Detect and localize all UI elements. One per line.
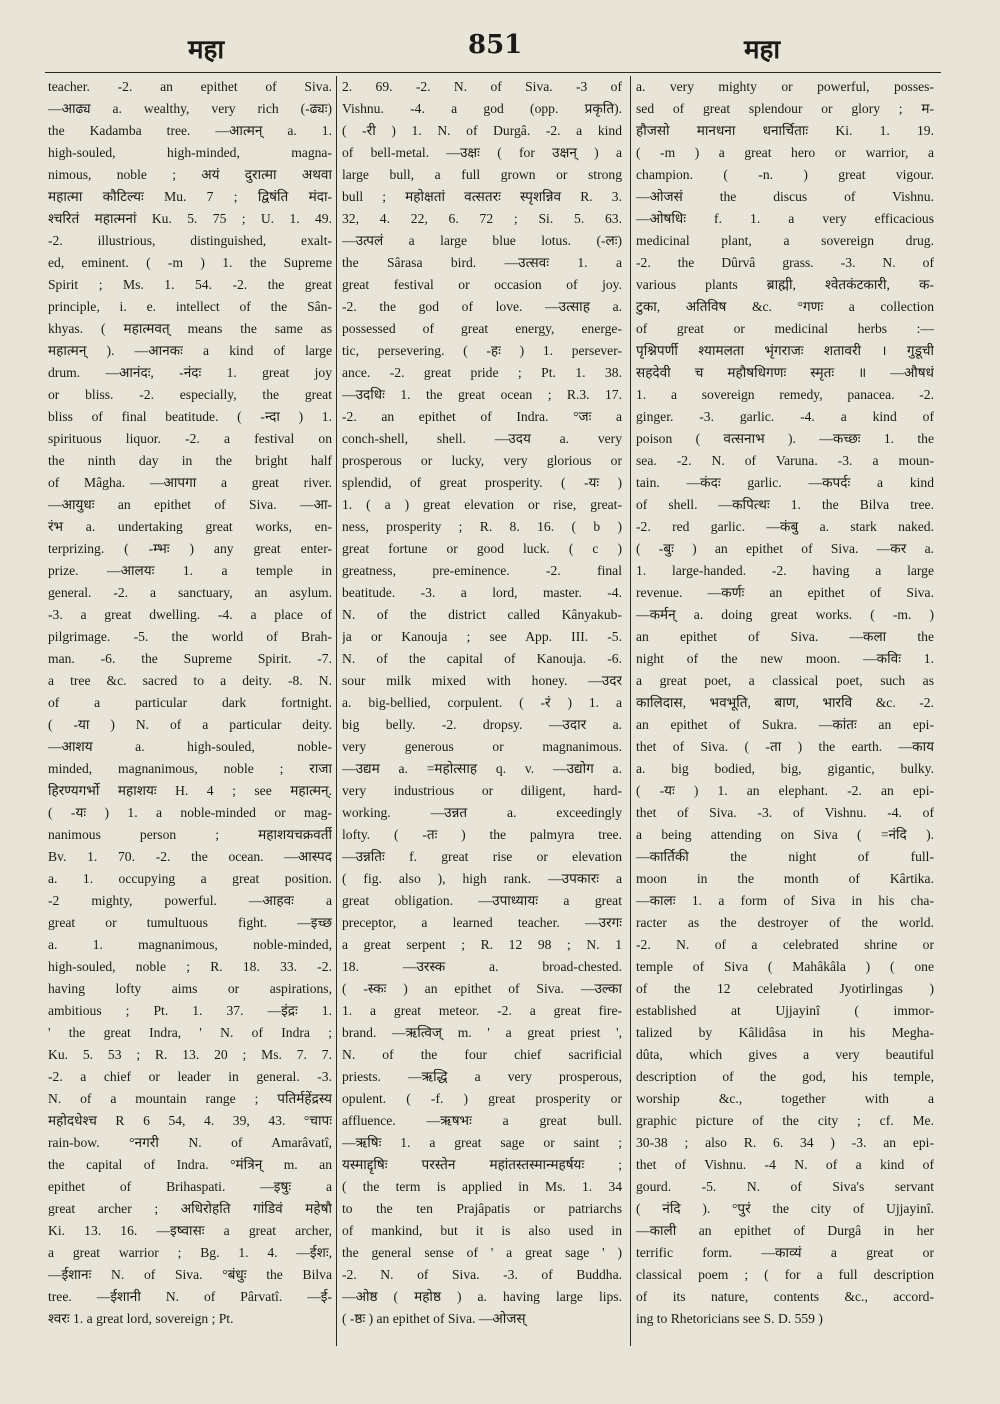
text-line: man. -6. the Supreme Spirit. -7. [48, 651, 332, 666]
text-line: opulent. ( -f. ) great prosperity or [342, 1091, 622, 1106]
text-line: —उद्यम a. =महोत्साह q. v. —उद्योग a. [342, 761, 622, 776]
text-line: night of the new moon. —कविः 1. [636, 651, 934, 666]
text-line: —काली an epithet of Durgâ in her [636, 1223, 934, 1238]
text-line: 18. —उरस्क a. broad-chested. [342, 959, 622, 974]
text-line: ( नंदि ). °पुरं the city of Ujjayinî. [636, 1201, 934, 1216]
text-line: great fortune or good luck. ( c ) [342, 541, 622, 556]
text-line: Vishnu. -4. a god (opp. प्रकृति). [342, 101, 622, 116]
text-column-3 [636, 76, 934, 1346]
text-line: prosperous or lucky, very glorious or [342, 453, 622, 468]
text-line: dûta, which gives a very beautiful [636, 1047, 934, 1062]
text-line: great obligation. —उपाध्यायः a great [342, 893, 622, 908]
text-line: nanimous person ; महाशयचक्रवर्ती [48, 827, 332, 842]
text-line: -3. a great dwelling. -4. a place of [48, 607, 332, 622]
text-line: working. —उन्नत a. exceedingly [342, 805, 622, 820]
text-line: कालिदास, भवभूति, बाण, भारवि &c. -2. [636, 695, 934, 710]
text-line: —आशय a. high-souled, noble- [48, 739, 332, 754]
text-line: ( -ष्ठः ) an epithet of Siva. —ओजस् [342, 1311, 526, 1326]
text-line: of shell. —कपित्थः 1. the Bilva tree. [636, 497, 934, 512]
text-line: bliss of final beatitude. ( -न्दा ) 1. [48, 409, 332, 424]
text-line: sea. -2. N. of Varuna. -3. a moun- [636, 453, 934, 468]
text-line: टुका, अतिविष &c. °गणः a collection [636, 299, 934, 314]
text-line: —आयुधः an epithet of Siva. —आ- [48, 497, 332, 512]
text-line: —आढ्य a. wealthy, very rich (-ढ्यः) [48, 101, 332, 116]
text-line: —ओषधिः f. 1. a very efficacious [636, 211, 934, 226]
text-line: affluence. —ऋषभः a great bull. [342, 1113, 622, 1128]
text-line: —उन्नतिः f. great rise or elevation [342, 849, 622, 864]
page-number: 851 [468, 30, 523, 60]
text-line: the capital of Indra. °मंत्रिन् m. an [48, 1157, 332, 1172]
text-line: big belly. -2. dropsy. —उदार a. [342, 717, 622, 732]
text-line: of Mâgha. —आपगा a great river. [48, 475, 332, 490]
text-line: temple of Siva ( Mahâkâla ) ( one [636, 959, 934, 974]
text-line: सहदेवी च महौषधिगणः स्मृतः ॥ —औषधं [636, 365, 934, 380]
text-line: 1. large-handed. -2. having a large [636, 563, 934, 578]
text-line: splendid, of great prosperity. ( -यः ) [342, 475, 622, 490]
text-column-2 [342, 76, 622, 1346]
text-line: a great serpent ; R. 12 98 ; N. 1 [342, 937, 622, 952]
text-line: a great warrior ; Bg. 1. 4. —ईशः, [48, 1245, 332, 1260]
text-line: —ऋषिः 1. a great sage or saint ; [342, 1135, 622, 1150]
text-line: to the ten Prajâpatis or patriarchs [342, 1201, 622, 1216]
text-line: ' the great Indra, ' N. of Indra ; [48, 1025, 332, 1040]
text-line: rain-bow. °नगरी N. of Amarâvatî, [48, 1135, 332, 1150]
text-line: of mankind, but it is also used in [342, 1223, 622, 1238]
text-line: thet of Vishnu. -4 N. of a kind of [636, 1157, 934, 1172]
text-line: 32, 4. 22, 6. 72 ; Si. 5. 63. [342, 211, 622, 226]
text-line: ( -या ) N. of a particular deity. [48, 717, 332, 732]
text-line: महोदधेश्च R 6 54, 4. 39, 43. °चापः [48, 1113, 332, 1128]
text-line: terrific form. —काव्यं a great or [636, 1245, 934, 1260]
text-line: N. of the capital of Kanouja. -6. [342, 651, 622, 666]
text-line: teacher. -2. an epithet of Siva. [48, 79, 332, 94]
text-line: an epithet of Sukra. —कांतः an epi- [636, 717, 934, 732]
text-line: moon in the month of Kârtika. [636, 871, 934, 886]
text-line: priests. —ऋद्धि a very prosperous, [342, 1069, 622, 1084]
text-line: ( -बुः ) an epithet of Siva. —कर a. [636, 541, 934, 556]
text-line: Ku. 5. 53 ; R. 13. 20 ; Ms. 7. 7. [48, 1047, 332, 1062]
column-divider [336, 76, 337, 1346]
text-line: brand. —ऋत्विज् m. ' a great priest ', [342, 1025, 622, 1040]
text-line: -2. N. of Siva. -3. of Buddha. [342, 1267, 622, 1282]
text-line: -2. red garlic. —कंबु a. stark naked. [636, 519, 934, 534]
text-line: —ईशानः N. of Siva. °बंधुः the Bilva [48, 1267, 332, 1282]
text-line: general. -2. a sanctuary, an asylum. [48, 585, 332, 600]
text-line: ginger. -3. garlic. -4. a kind of [636, 409, 934, 424]
text-line: of its nature, contents &c., accord- [636, 1289, 934, 1304]
text-line: ness, prosperity ; R. 8. 16. ( b ) [342, 519, 622, 534]
text-line: revenue. —कर्णः an epithet of Siva. [636, 585, 934, 600]
text-line: -2. the god of love. —उत्साह a. [342, 299, 622, 314]
text-line: 30-38 ; also R. 6. 34 ) -3. an epi- [636, 1135, 934, 1150]
text-line: N. of the four chief sacrificial [342, 1047, 622, 1062]
text-line: minded, magnanimous, noble ; राजा [48, 761, 332, 776]
text-line: lofty. ( -तः ) the palmyra tree. [342, 827, 622, 842]
text-line: champion. ( -n. ) great vigour. [636, 167, 934, 182]
text-line: epithet of Brihaspati. —इषुः a [48, 1179, 332, 1194]
text-line: very generous or magnanimous. [342, 739, 622, 754]
text-line: a. 1. occupying a great position. [48, 871, 332, 886]
text-line: Spirit ; Ms. 1. 54. -2. the great [48, 277, 332, 292]
text-line: prize. —आलयः 1. a temple in [48, 563, 332, 578]
text-line: ( -m ) a great hero or warrior, a [636, 145, 934, 160]
text-line: khyas. ( महात्मवत् means the same as [48, 321, 332, 336]
text-line: श्चरितं महात्मनां Ku. 5. 75 ; U. 1. 49. [48, 211, 332, 226]
text-line: poison ( वत्सनाभ ). —कच्छः 1. the [636, 431, 934, 446]
text-line: talized by Kâlidâsa in his Megha- [636, 1025, 934, 1040]
right-guide-word: महा [744, 35, 781, 65]
text-line: spirituous liquor. -2. a festival on [48, 431, 332, 446]
text-line: -2. the Dûrvâ grass. -3. N. of [636, 255, 934, 270]
text-line: -2. an epithet of Indra. °जः a [342, 409, 622, 424]
text-line: -2 mighty, powerful. —आहवः a [48, 893, 332, 908]
text-line: a being attending on Siva ( =नंदि ). [636, 827, 934, 842]
left-guide-word: महा [188, 35, 225, 65]
text-line: —कालः 1. a form of Siva in his cha- [636, 893, 934, 908]
text-line: ed, eminent. ( -m ) 1. the Supreme [48, 255, 332, 270]
text-line: महात्मा कौटिल्यः Mu. 7 ; द्विषंति मंदा- [48, 189, 332, 204]
text-line: tic, persevering. ( -हः ) 1. persever- [342, 343, 622, 358]
text-line: Bv. 1. 70. -2. the ocean. —आस्पद [48, 849, 332, 864]
text-line: ( -यः ) 1. an elephant. -2. an epi- [636, 783, 934, 798]
text-line: a. big-bellied, corpulent. ( -रं ) 1. a [342, 695, 622, 710]
text-line: of great or medicinal herbs :— [636, 321, 934, 336]
text-line: pilgrimage. -5. the world of Brah- [48, 629, 332, 644]
text-line: worship &c., together with a [636, 1091, 934, 1106]
text-line: tain. —कंदः garlic. —कपर्दः a kind [636, 475, 934, 490]
text-line: a. very mighty or powerful, posses- [636, 79, 934, 94]
text-line: the Kadamba tree. —आत्मन् a. 1. [48, 123, 332, 138]
text-line: ( fig. also ), high rank. —उपकारः a [342, 871, 622, 886]
text-line: tree. —ईशानी N. of Pârvatî. —ई- [48, 1289, 332, 1304]
text-line: 1. ( a ) great elevation or rise, great- [342, 497, 622, 512]
text-line: —उदधिः 1. the great ocean ; R.3. 17. [342, 387, 622, 402]
text-line: nimous, noble ; अयं दुरात्मा अथवा [48, 167, 332, 182]
text-line: N. of the district called Kânyakub- [342, 607, 622, 622]
text-line: —उत्पलं a large blue lotus. (-लः) [342, 233, 622, 248]
text-line: the general sense of ' a great sage ' ) [342, 1245, 622, 1260]
text-line: of bell-metal. —उक्षः ( for उक्षन् ) a [342, 145, 622, 160]
text-line: great or tumultuous fight. —इच्छ [48, 915, 332, 930]
text-line: -2. N. of a celebrated shrine or [636, 937, 934, 952]
text-column-1 [48, 76, 332, 1346]
text-line: महात्मन् ). —आनकः a kind of large [48, 343, 332, 358]
text-line: a tree &c. sacred to a deity. -8. N. [48, 673, 332, 688]
text-line: high-souled, high-minded, magna- [48, 145, 332, 160]
text-line: beatitude. -3. a lord, master. -4. [342, 585, 622, 600]
text-line: —कार्तिकी the night of full- [636, 849, 934, 864]
text-line: great festival or occasion of joy. [342, 277, 622, 292]
text-line: -2. a chief or leader in general. -3. [48, 1069, 332, 1084]
text-line: thet of Siva. -3. of Vishnu. -4. of [636, 805, 934, 820]
text-line: -2. illustrious, distinguished, exalt- [48, 233, 332, 248]
text-line: principle, i. e. intellect of the Sân- [48, 299, 332, 314]
text-line: racter as the destroyer of the world. [636, 915, 934, 930]
text-line: medicinal plant, a sovereign drug. [636, 233, 934, 248]
text-line: drum. —आनंदः, -नंदः 1. great joy [48, 365, 332, 380]
text-line: ( -यः ) 1. a noble-minded or mag- [48, 805, 332, 820]
text-line: ( -री ) 1. N. of Durgâ. -2. a kind [342, 123, 622, 138]
page-header [0, 30, 1000, 70]
text-line: terprizing. ( -म्भः ) any great enter- [48, 541, 332, 556]
text-line: very industrious or diligent, hard- [342, 783, 622, 798]
text-line: an epithet of Siva. —कला the [636, 629, 934, 644]
text-line: श्वरः 1. a great lord, sovereign ; Pt. [48, 1311, 234, 1326]
column-divider [630, 76, 631, 1346]
text-line: gourd. -5. N. of Siva's servant [636, 1179, 934, 1194]
text-line: पृश्निपर्णी श्यामलता भृंगराजः शतावरी । गुडूची [636, 343, 934, 358]
text-line: ( the term is applied in Ms. 1. 34 [342, 1179, 622, 1194]
text-line: रंभ a. undertaking great works, en- [48, 519, 332, 534]
text-line: 2. 69. -2. N. of Siva. -3 of [342, 79, 622, 94]
text-line: the Sârasa bird. —उत्सवः 1. a [342, 255, 622, 270]
text-line: —कर्मन् a. doing great works. ( -m. ) [636, 607, 934, 622]
text-line: bull ; महोक्षतां वत्सतरः स्पृशन्निव R. 3. [342, 189, 622, 204]
text-line: a great poet, a classical poet, such as [636, 673, 934, 688]
text-line: or bliss. -2. especially, the great [48, 387, 332, 402]
text-line: a. 1. magnanimous, noble-minded, [48, 937, 332, 952]
text-line: having lofty aims or aspirations, [48, 981, 332, 996]
text-line: large bull, a full grown or strong [342, 167, 622, 182]
text-line: 1. a great meteor. -2. a great fire- [342, 1003, 622, 1018]
text-line: high-souled, noble ; R. 18. 33. -2. [48, 959, 332, 974]
text-line: greatness, pre-eminence. -2. final [342, 563, 622, 578]
text-line: sed of great splendour or glory ; म- [636, 101, 934, 116]
text-line: sour milk mixed with honey. —उदर [342, 673, 622, 688]
text-line: ambitious ; Pt. 1. 37. —इंद्रः 1. [48, 1003, 332, 1018]
text-line: graphic picture of the city ; cf. Me. [636, 1113, 934, 1128]
text-line: ja or Kanouja ; see App. III. -5. [342, 629, 622, 644]
text-line: N. of a mountain range ; पतिर्महेंद्रस्य [48, 1091, 332, 1106]
header-rule [45, 72, 941, 73]
text-line: classical poem ; ( for a full description [636, 1267, 934, 1282]
text-line: the ninth day in the bright half [48, 453, 332, 468]
text-line: Ki. 13. 16. —इष्वासः a great archer, [48, 1223, 332, 1238]
text-line: ance. -2. great pride ; Pt. 1. 38. [342, 365, 622, 380]
text-line: great archer ; अधिरोहति गांडिवं महेषौ [48, 1201, 332, 1216]
text-line: possessed of great energy, energe- [342, 321, 622, 336]
text-line: यस्माद्दृषिः परस्तेन महांतस्तस्मान्महर्षयः ; [342, 1157, 622, 1172]
text-line: ( -स्कः ) an epithet of Siva. —उल्का [342, 981, 622, 996]
text-line: established at Ujjayinî ( immor- [636, 1003, 934, 1018]
text-line: various plants ब्राह्मी, श्वेतकंटकारी, क- [636, 277, 934, 292]
text-line: —ओजसं the discus of Vishnu. [636, 189, 934, 204]
text-line: हिरण्यगर्भो महाशयः H. 4 ; see महात्मन्. [48, 783, 332, 798]
text-line: a. big bodied, big, gigantic, bulky. [636, 761, 934, 776]
text-line: हौजसो मानधना धनार्चिताः Ki. 1. 19. [636, 123, 934, 138]
text-line: of a particular dark fortnight. [48, 695, 332, 710]
text-line: conch-shell, shell. —उदय a. very [342, 431, 622, 446]
text-line: thet of Siva. ( -ता ) the earth. —काय [636, 739, 934, 754]
text-line: preceptor, a learned teacher. —उरगः [342, 915, 622, 930]
text-line: —ओष्ठ ( महोष्ठ ) a. having large lips. [342, 1289, 622, 1304]
text-line: of the 12 celebrated Jyotirlingas ) [636, 981, 934, 996]
text-line: ing to Rhetoricians see S. D. 559 ) [636, 1311, 823, 1326]
text-line: description of the god, his temple, [636, 1069, 934, 1084]
text-line: 1. a sovereign remedy, panacea. -2. [636, 387, 934, 402]
